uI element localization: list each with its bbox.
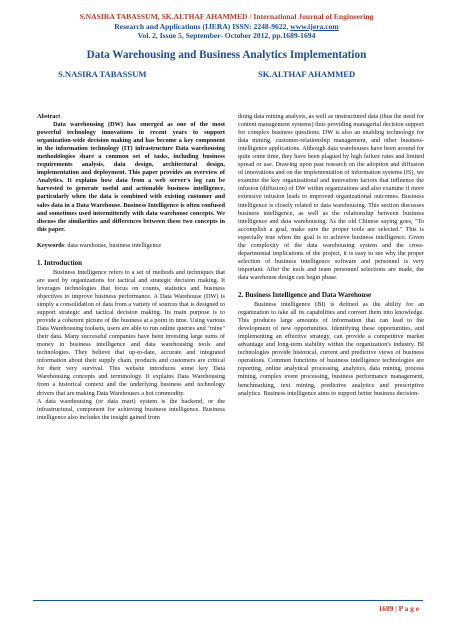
journal-header: [0, 12, 453, 41]
author-1: S.NASIRA TABASSUM: [58, 69, 147, 79]
header-journal-line: Research and Applications (IJERA) ISSN: 2248-9622, www.ijera.com: [114, 21, 339, 31]
header-journal-name: Research and Applications (IJERA) ISSN: 2248-9622: [114, 21, 287, 31]
journal-url-link[interactable]: www.ijera.com: [290, 21, 339, 31]
right-column: [238, 113, 424, 398]
abstract-heading: Abstract: [37, 113, 61, 120]
keywords-label: Keywords: [37, 241, 65, 249]
paper-title: Data Warehousing and Business Analytics Implementation: [86, 49, 367, 61]
header-volume-line: Vol. 2, Issue 5, September- October 2012, pp.1689-1694: [137, 31, 316, 41]
section-heading-bi-dw: 2. Business Intelligence and Data Warehouse: [238, 290, 372, 299]
keywords: [37, 242, 225, 250]
left-column: [37, 113, 225, 422]
footer-divider: [33, 600, 423, 601]
abstract-body: Data warehousing (DW) has emerged as one of the most powerful technology innovations in recent years to support organization-wide decision making and has become a key component in the information technology (IT) infrastructure Data warehousing methodologies share a common set of tasks, including business requirements analysis, data design, architectural design, implementation and deployment. This paper provides an overview of Analytics. It explains how data from a web server's log can be harvested to generate useful and actionable business intelligence, particularly when the data is combined with existing customer and sales data in a Data Warehouse. Business Intelligence is often confused and sometimes used intermittently with data warehouse concepts. We discuss the similarities and differences between these two concepts in this paper.: [37, 121, 225, 233]
right-paragraph-2: Business intelligence (BI) is defined as the ability for an organization to take all its capabilities and convert them into knowledge. This produces large amounts of information that can lead to the development of new opportunities. Identifying these opportunities, and implementing an effective strategy, can provide a competitive market advantage and long-term stability within the organization's industry. BI technologies provide historical, current and predictive views of business operations. Common functions of business intelligence technologies are reporting, online analytical processing, analytics, data mining, process mining, complex event processing, business performance management, benchmarking, text mining, predictive analytics and prescriptive analytics. Business intelligence aims to support better business decision-: [238, 301, 424, 397]
section-heading-introduction: 1. Introduction: [37, 258, 82, 267]
keywords-text: : data warehouse, business intelligence: [64, 241, 162, 249]
page-number: 1689 | P a g e: [378, 604, 419, 613]
author-2: SK.ALTHAF AHAMMED: [258, 69, 356, 79]
introduction-body: Business Intelligence refers to a set of methods and techniques that are used by organizations for tactical and strategic decision making. It leverages technologies that focus on counts, statistics and business objectives to improve business performance. A Data Warehouse (DW) is simply a consolidation of data from a variety of sources that is designed to support strategic and tactical decision making. Its main purpose is to provide a coherent picture of the business at a point in time. Using various Data Warehousing toolsets, users are able to run online queries and "mine" their data. Many successful companies have been investing large sums of money in business intelligence and data warehousing tools and technologies. They believe that up-to-date, accurate and integrated information about their supply chain, products and customers are critical for their very survival. This website introduces some key Data Warehousing concepts and terminology. It explains Data Warehousing from a historical context and the underlying business and technology drivers that are making Data Warehouses a hot commodity.: [37, 268, 225, 397]
header-authors-line: S.NASIRA TABASSUM, SK.ALTHAF AHAMMED / International Journal of Engineering: [79, 12, 374, 21]
right-paragraph-1: doing data mining analysis, as well as unstructured data (thus the need for content management systems) thus providing managerial decision support for complex business questions. DW is also an enabling technology for data mining, customer-relationship management, and other business-intelligence applications. Although data warehouses have been around for quite some time, they have been plagued by high failure rates and limited spread or use. Drawing upon past research on the adoption and diffusion of innovations and on the implementation of information systems (IS), we examine the key organizational and innovation factors that influence the infusion (diffusion) of DW within organizations and also examine if more extensive infusion leads to improved organizational outcomes. Business intelligence is closely related to data warehousing. This section discusses business intelligence, as well as the relationship between business intelligence and data warehousing. As the old Chinese saying goes, "To accomplish a goal, make sure the proper tools are selected." This is especially true when the goal is to achieve business intelligence. Given the complexity of the data warehousing system and the cross-departmental implications of the project, it is easy to see why the proper selection of business intelligence software and personnel is very important. After the tools and team personnel selections are made, the data warehouse design can begin phase.: [238, 113, 424, 281]
introduction-body-2: A data warehousing (or data mart) system is the backend, or the infrastructural, component for achieving business intelligence. Business intelligence also includes the insight gained from: [37, 397, 225, 421]
